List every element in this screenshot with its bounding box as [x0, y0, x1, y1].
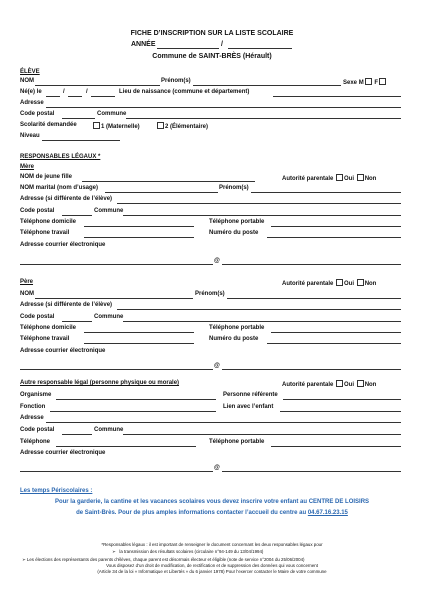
date-sep-1: / [63, 89, 65, 95]
arrow-icon: ➢ [112, 549, 116, 554]
autre-commune-field[interactable] [123, 434, 401, 435]
pere-commune-field[interactable] [123, 321, 401, 322]
birth-day-field[interactable] [46, 96, 60, 97]
mere-oui-checkbox[interactable] [336, 174, 343, 181]
autre-tel-port-field[interactable] [271, 446, 401, 447]
autorite-text: Autorité parentale [282, 382, 334, 388]
mere-non-checkbox[interactable] [357, 174, 364, 181]
autre-email-user-field[interactable] [20, 471, 213, 472]
mere-adresse-field[interactable] [117, 203, 401, 204]
pere-tel-port-label: Téléphone portable [209, 325, 265, 331]
year-end-field[interactable] [228, 48, 292, 49]
pere-adresse-label: Adresse (si différente de l’élève) [20, 302, 113, 308]
fonction-field[interactable] [50, 411, 216, 412]
lien-field[interactable] [280, 411, 401, 412]
year-label: ANNÉE [131, 41, 156, 48]
autre-adresse-label: Adresse [20, 415, 44, 421]
pere-label: Père [20, 279, 34, 285]
mere-tel-dom-field[interactable] [84, 226, 194, 227]
responsables-title: RESPONSABLES LÉGAUX * [20, 154, 101, 160]
mere-nom-jf-field[interactable] [82, 181, 255, 182]
maternelle-checkbox[interactable] [93, 122, 100, 129]
pere-prenom-label: Prénom(s) [195, 291, 225, 297]
oui-text: Oui [344, 176, 355, 182]
eleve-sexe-label [343, 78, 387, 87]
mere-at: @ [214, 258, 220, 264]
pere-cp-field[interactable] [62, 321, 92, 322]
mere-email-domain-field[interactable] [222, 264, 401, 265]
autre-email-label: Adresse courrier électronique [20, 450, 106, 456]
autre-cp-field[interactable] [62, 434, 92, 435]
oui-text: Oui [344, 281, 355, 287]
mere-tel-port-label: Téléphone portable [209, 219, 265, 225]
mere-num-poste-label: Numéro du poste [209, 230, 259, 236]
mere-tel-trav-label: Téléphone travail [20, 230, 70, 236]
sexe-m-checkbox[interactable] [365, 78, 372, 85]
scolarite-label: Scolarité demandée [20, 122, 77, 128]
eleve-cp-field[interactable] [62, 118, 95, 119]
autre-email-domain-field[interactable] [222, 471, 401, 472]
mere-nom-marital-field[interactable] [105, 192, 218, 193]
pere-email-domain-field[interactable] [222, 369, 401, 370]
arrow-icon: ➢ [22, 557, 26, 562]
niveau-field[interactable] [42, 140, 120, 141]
pere-cp-label: Code postal [20, 314, 55, 320]
pere-oui-checkbox[interactable] [336, 279, 343, 286]
autre-oui-checkbox[interactable] [336, 380, 343, 387]
elementaire-text: 2 (Élémentaire) [165, 124, 209, 130]
mere-email-label: Adresse courrier électronique [20, 242, 106, 248]
pere-prenom-field[interactable] [227, 298, 401, 299]
year-start-field[interactable] [157, 48, 219, 49]
mere-prenom-field[interactable] [251, 192, 401, 193]
footnote-line3 [22, 557, 305, 562]
pere-email-user-field[interactable] [20, 369, 213, 370]
mere-commune-label: Commune [94, 208, 124, 214]
mere-email-user-field[interactable] [20, 264, 213, 265]
lien-label: Lien avec l’enfant [223, 404, 274, 410]
footnote-line1: *Responsables légaux : il est important de renseigner le document concernant les deux responsables légaux pour [101, 542, 323, 547]
eleve-prenom-field[interactable] [193, 85, 341, 86]
maternelle-text: 1 (Maternelle) [101, 124, 140, 130]
autre-non-checkbox[interactable] [357, 380, 364, 387]
mere-label: Mère [20, 164, 35, 170]
periscolaire-title: Les temps Périscolaires : [20, 488, 93, 494]
pere-at: @ [214, 363, 220, 369]
autre-autorite [282, 380, 376, 389]
eleve-nom-field[interactable] [35, 85, 160, 86]
autre-telephone-field[interactable] [56, 446, 196, 447]
oui-text: Oui [344, 382, 355, 388]
sexe-f-text: F [374, 80, 379, 86]
scolarite-opt2[interactable] [156, 122, 208, 131]
periscolaire-line2 [0, 510, 424, 517]
mere-tel-port-field[interactable] [271, 226, 401, 227]
footnote-line2-text: la transmission des résultats scolaires (circulaire n°94-149 du 13/04/1994) [119, 549, 264, 554]
pere-tel-port-field[interactable] [271, 332, 401, 333]
sexe-f-checkbox[interactable] [379, 78, 386, 85]
lieu-naissance-field[interactable] [273, 96, 401, 97]
mere-autorite [282, 174, 376, 183]
pere-tel-trav-label: Téléphone travail [20, 336, 70, 342]
ne-le-label: Né(e) le [20, 89, 42, 95]
mere-tel-dom-label: Téléphone domicile [20, 219, 77, 225]
pere-tel-dom-label: Téléphone domicile [20, 325, 77, 331]
autre-tel-port-label: Téléphone portable [209, 439, 265, 445]
birth-month-field[interactable] [68, 96, 82, 97]
autorite-text: Autorité parentale [282, 176, 334, 182]
mere-adresse-label: Adresse (si différente de l’élève) [20, 196, 113, 202]
footnote-line2 [112, 549, 263, 554]
pere-nom-label: NOM [20, 291, 34, 297]
pere-adresse-field[interactable] [117, 309, 401, 310]
autre-cp-label: Code postal [20, 427, 55, 433]
lieu-naissance-label: Lieu de naissance (commune et département) [119, 89, 250, 95]
organisme-field[interactable] [56, 399, 216, 400]
birth-year-field[interactable] [91, 96, 115, 97]
eleve-cp-label: Code postal [20, 111, 55, 117]
pere-nom-field[interactable] [35, 298, 193, 299]
eleve-adresse-label: Adresse [20, 100, 44, 106]
pere-num-poste-label: Numéro du poste [209, 336, 259, 342]
mere-tel-trav-field[interactable] [84, 237, 194, 238]
autre-telephone-label: Téléphone [20, 439, 51, 445]
autre-at: @ [214, 465, 220, 471]
eleve-prenom-label: Prénom(s) [161, 78, 191, 84]
mere-nom-jf-label: NOM de jeune fille [20, 174, 73, 180]
non-text: Non [364, 281, 377, 287]
eleve-adresse-field[interactable] [46, 107, 401, 108]
footnote-line4: Vous disposez d’un droit de modification, de rectification et de suppression des données qui vous concernent [106, 563, 318, 568]
pere-email-label: Adresse courrier électronique [20, 348, 106, 354]
centre-phone-link[interactable]: 04.67.16.23.15 [307, 510, 348, 516]
periscolaire-line2-text: de Saint-Brès. Pour de plus amples informations contacter l’accueil du centre au [76, 510, 307, 516]
organisme-label: Organisme [20, 392, 52, 398]
eleve-commune-label: Commune [97, 111, 127, 117]
form-title: FICHE D’INSCRIPTION SUR LA LISTE SCOLAIRE [130, 30, 294, 37]
autorite-text: Autorité parentale [282, 281, 334, 287]
mere-cp-label: Code postal [20, 208, 55, 214]
pere-non-checkbox[interactable] [357, 279, 364, 286]
pere-commune-label: Commune [94, 314, 124, 320]
fonction-label: Fonction [20, 404, 46, 410]
year-separator: / [221, 41, 223, 48]
mere-cp-field[interactable] [62, 215, 92, 216]
pere-autorite [282, 279, 376, 288]
pere-tel-dom-field[interactable] [84, 332, 194, 333]
non-text: Non [364, 176, 377, 182]
scolarite-opt1[interactable] [92, 122, 140, 131]
periscolaire-line1: Pour la garderie, la cantine et les vacances scolaires vous devez inscrire votre enfant au CENTRE DE LOISIRS [54, 499, 370, 505]
niveau-label: Niveau [20, 133, 40, 139]
pere-num-poste-field[interactable] [267, 343, 401, 344]
sexe-m-text: M [358, 80, 364, 86]
personne-ref-label: Personne référente [223, 392, 278, 398]
mere-commune-field[interactable] [123, 215, 401, 216]
footnote-line3-text: Les élections des représentants des parents d’élèves, chaque parent est désormais électeur et éligible (note de service n°2004 du 25/06/2004) [26, 557, 305, 562]
mere-num-poste-field[interactable] [267, 237, 401, 238]
commune-title: Commune de SAINT-BRÈS (Hérault) [152, 53, 272, 60]
personne-ref-field[interactable] [283, 399, 401, 400]
mere-nom-marital-label: NOM marital (nom d’usage) [20, 185, 99, 191]
mere-prenom-label: Prénom(s) [219, 185, 249, 191]
eleve-commune-field[interactable] [126, 118, 401, 119]
autre-commune-label: Commune [94, 427, 124, 433]
autre-label: Autre responsable légal (personne physique ou morale) [20, 380, 180, 386]
elementaire-checkbox[interactable] [157, 122, 164, 129]
autre-adresse-field[interactable] [46, 422, 401, 423]
eleve-nom-label: NOM [20, 78, 34, 84]
sexe-text: Sexe [343, 80, 358, 86]
pere-tel-trav-field[interactable] [84, 343, 194, 344]
non-text: Non [364, 382, 377, 388]
date-sep-2: / [86, 89, 88, 95]
eleve-section-title: ÉLÈVE [20, 69, 40, 75]
footnote-line5: (Article 34 de la loi « Informatique et Libertés » du 6 janvier 1978) Pour l’exercer contacter le Maire de votre commune [97, 569, 327, 574]
